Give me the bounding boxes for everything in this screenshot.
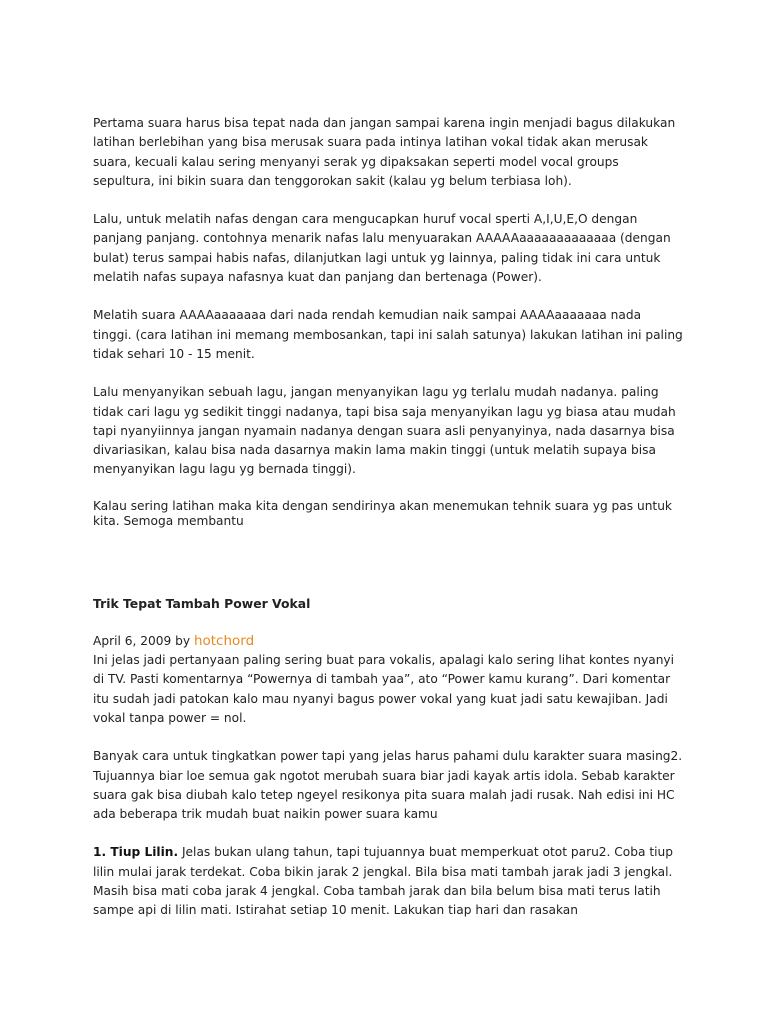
paragraph-3: Melatih suara AAAAaaaaaaa dari nada rendah kemudian naik sampai AAAAaaaaaaa nada tinggi. (cara latihan ini memang membosankan, tapi ini salah satunya) lakukan latihan ini paling tidak sehari 10 - 15 menit. xyxy=(93,308,683,361)
author-link[interactable]: hotchord xyxy=(193,632,255,649)
post-meta xyxy=(93,632,683,728)
post-title: Trik Tepat Tambah Power Vokal xyxy=(93,595,311,611)
post-intro: Ini jelas jadi pertanyaan paling sering buat para vokalis, apalagi kalo sering lihat kontes nyanyi di TV. Pasti komentarnya “Powernya di tambah yaa”, ato “Power kamu kurang”. Dari komentar itu sudah jadi patokan kalo mau nyanyi bagus power vokal yang kuat jadi satu kewajiban. Jadi vokal tanpa power = nol. xyxy=(93,653,675,725)
post-date: April 6, 2009 by xyxy=(93,633,194,648)
paragraph-2: Lalu, untuk melatih nafas dengan cara mengucapkan huruf vocal sperti A,I,U,E,O dengan panjang panjang. contohnya menarik nafas lalu menyuarakan AAAAAaaaaaaaaaaaaa (dengan bulat) terus sampai habis nafas, dilanjutkan lagi untuk yg lainnya, paling tidak ini cara untuk melatih nafas supaya nafasnya kuat dan panjang dan bertenaga (Power). xyxy=(93,212,671,285)
paragraph-1: Pertama suara harus bisa tepat nada dan jangan sampai karena ingin menjadi bagus dilakukan latihan berlebihan yang bisa merusak suara pada intinya latihan vokal tidak akan merusak suara, kecuali kalau sering menyanyi serak yg dipaksakan seperti model vocal groups sepultura, ini bikin suara dan tenggorokan sakit (kalau yg belum terbiasa loh). xyxy=(93,116,676,188)
post-paragraph-2: Banyak cara untuk tingkatkan power tapi yang jelas harus pahami dulu karakter suara masing2. Tujuannya biar loe semua gak ngotot merubah suara biar jadi kayak artis idola. Sebab karakter suara gak bisa diubah kalo tetep ngeyel resikonya pita suara malah jadi rusak. Nah edisi ini HC ada beberapa trik mudah buat naikin power suara kamu xyxy=(93,749,683,822)
paragraph-5: Kalau sering latihan maka kita dengan sendirinya akan menemukan tehnik suara yg pas untuk kita. Semoga membantu xyxy=(93,498,672,529)
paragraph-4: Lalu menyanyikan sebuah lagu, jangan menyanyikan lagu yg terlalu mudah nadanya. paling tidak cari lagu yg sedikit tinggi nadanya, tapi bisa saja menyanyikan lagu yg biasa atau mudah tapi nyanyiinnya jangan nyamain nadanya dengan suara asli penyanyinya, nada dasarnya bisa divariasikan, kalau bisa nada dasarnya makin lama makin tinggi (untuk melatih supaya bisa menyanyikan lagu lagu yg bernada tinggi). xyxy=(93,385,676,477)
tip-1-label: 1. Tiup Lilin. xyxy=(93,845,179,860)
tip-1-text: Jelas bukan ulang tahun, tapi tujuannya buat memperkuat otot paru2. Coba tiup lilin mulai jarak terdekat. Coba bikin jarak 2 jengkal. Bila bisa mati tambah jarak jadi 3 jengkal. Masih bisa mati coba jarak 4 jengkal. Coba tambah jarak dan bila belum bisa mati terus latih sampe api di lilin mati. Istirahat setiap 10 menit. Lakukan tiap hari dan rasakan xyxy=(93,845,673,918)
tip-1 xyxy=(93,843,683,920)
document-page xyxy=(93,114,683,921)
